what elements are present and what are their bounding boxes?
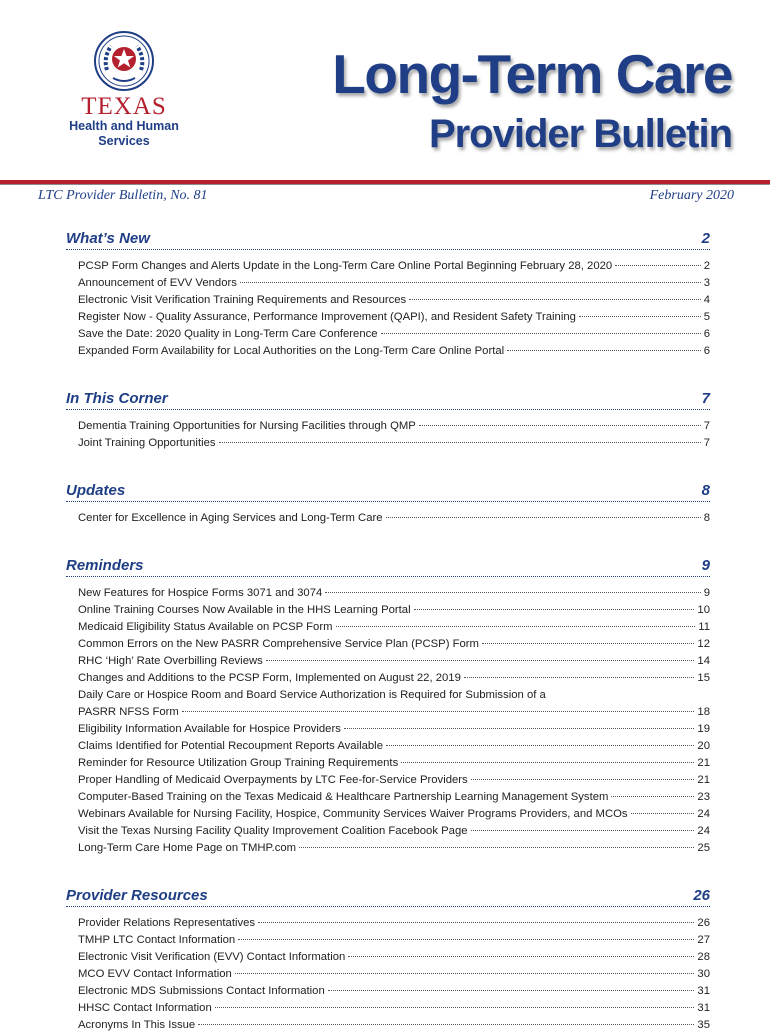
- toc-entry[interactable]: [78, 721, 710, 738]
- toc-entry[interactable]: [78, 418, 710, 435]
- toc-entry-title: Center for Excellence in Aging Services and Long-Term Care: [78, 512, 383, 524]
- toc-entry-title: MCO EVV Contact Information: [78, 968, 232, 980]
- toc-entry-list: [66, 418, 710, 452]
- toc-entry-page: 19: [697, 723, 710, 735]
- toc-entry-list: [66, 510, 710, 527]
- toc-entry-page: 7: [703, 420, 710, 432]
- toc-entry-text-line: Daily Care or Hospice Room and Board Service Authorization is Required for Submission of a: [78, 689, 546, 701]
- dot-leader: [615, 265, 701, 266]
- toc-entry[interactable]: [78, 435, 710, 452]
- section-heading[interactable]: [66, 553, 710, 577]
- toc-entry-page: 24: [697, 808, 710, 820]
- bulletin-title: Long-Term Care: [332, 43, 732, 105]
- toc-entry-title: Webinars Available for Nursing Facility, Hospice, Community Services Waiver Programs Providers, and MCOs: [78, 808, 628, 820]
- dot-leader: [215, 1007, 695, 1008]
- toc-entry[interactable]: [78, 983, 710, 1000]
- toc-entry-page: 4: [703, 294, 710, 306]
- toc-entry-title: Changes and Additions to the PCSP Form, Implemented on August 22, 2019: [78, 672, 461, 684]
- texas-hhs-logo: [54, 30, 194, 149]
- dot-leader: [182, 711, 695, 712]
- toc-entry-title: TMHP LTC Contact Information: [78, 934, 236, 946]
- dot-leader: [238, 939, 694, 940]
- toc-entry-page: 3: [703, 277, 710, 289]
- toc-entry-page: 20: [697, 740, 710, 752]
- toc-entry-title: Expanded Form Availability for Local Authorities on the Long-Term Care Online Portal: [78, 345, 505, 357]
- toc-entry[interactable]: [78, 292, 710, 309]
- dot-leader: [336, 626, 696, 627]
- toc-entry-list: [66, 915, 710, 1034]
- toc-entry-page: 35: [697, 1019, 710, 1031]
- dot-leader: [414, 609, 695, 610]
- toc-entry[interactable]: [78, 915, 710, 932]
- toc-entry-title: Joint Training Opportunities: [78, 437, 216, 449]
- section-heading[interactable]: [66, 226, 710, 250]
- bulletin-subtitle: Provider Bulletin: [428, 112, 732, 156]
- toc-entry-page: 21: [697, 774, 710, 786]
- toc-entry-title: Long-Term Care Home Page on TMHP.com: [78, 842, 297, 854]
- toc-entry-page: 7: [703, 437, 710, 449]
- toc-entry[interactable]: [78, 966, 710, 983]
- dot-leader: [579, 316, 701, 317]
- toc-entry-page: 21: [697, 757, 710, 769]
- toc-entry-title: Visit the Texas Nursing Facility Quality Improvement Coalition Facebook Page: [78, 825, 468, 837]
- toc-entry-title: Provider Relations Representatives: [78, 917, 256, 929]
- toc-entry-list: [66, 258, 710, 360]
- dot-leader: [464, 677, 695, 678]
- dot-leader: [419, 425, 701, 426]
- section-heading[interactable]: [66, 478, 710, 502]
- toc-entry-title: Electronic Visit Verification Training Requirements and Resources: [78, 294, 407, 306]
- dot-leader: [507, 350, 701, 351]
- toc-entry-title: Computer-Based Training on the Texas Medicaid & Healthcare Partnership Learning Management System: [78, 791, 609, 803]
- dot-leader: [328, 990, 695, 991]
- toc-entry-title: Electronic Visit Verification (EVV) Contact Information: [78, 951, 346, 963]
- toc-entry[interactable]: [78, 309, 710, 326]
- section-page-number: 26: [693, 887, 710, 904]
- toc-entry[interactable]: [78, 275, 710, 292]
- toc-entry-title: HHSC Contact Information: [78, 1002, 212, 1014]
- section-title: In This Corner: [66, 390, 168, 407]
- toc-entry-title: PASRR NFSS Form: [78, 706, 179, 718]
- toc-entry[interactable]: [78, 653, 710, 670]
- toc-entry[interactable]: [78, 343, 710, 360]
- toc-entry-title: Dementia Training Opportunities for Nursing Facilities through QMP: [78, 420, 416, 432]
- header-divider-shadow: [0, 184, 770, 185]
- section-heading[interactable]: [66, 883, 710, 907]
- toc-entry-page: 12: [697, 638, 710, 650]
- texas-seal-icon: [93, 30, 155, 92]
- toc-entry[interactable]: [78, 949, 710, 966]
- toc-entry-title: Reminder for Resource Utilization Group Training Requirements: [78, 757, 399, 769]
- toc-section: [66, 478, 710, 527]
- toc-entry[interactable]: [78, 602, 710, 619]
- dot-leader: [219, 442, 701, 443]
- toc-entry[interactable]: [78, 772, 710, 789]
- table-of-contents: [66, 226, 710, 1034]
- toc-entry-page: 18: [697, 706, 710, 718]
- toc-entry-page: 14: [697, 655, 710, 667]
- toc-entry[interactable]: [78, 840, 710, 857]
- dot-leader: [299, 847, 694, 848]
- toc-entry-page: 8: [703, 512, 710, 524]
- toc-entry[interactable]: [78, 510, 710, 527]
- toc-entry[interactable]: [78, 258, 710, 275]
- dot-leader: [344, 728, 695, 729]
- section-title: What’s New: [66, 230, 150, 247]
- toc-entry-title: Proper Handling of Medicaid Overpayments by LTC Fee-for-Service Providers: [78, 774, 468, 786]
- toc-entry[interactable]: [78, 670, 710, 687]
- toc-entry-page: 11: [698, 621, 710, 633]
- toc-entry[interactable]: [78, 1017, 710, 1034]
- toc-entry-title: Announcement of EVV Vendors: [78, 277, 237, 289]
- toc-entry-page: 23: [697, 791, 710, 803]
- dot-leader: [198, 1024, 694, 1025]
- toc-entry-page: 26: [697, 917, 710, 929]
- dot-leader: [386, 745, 694, 746]
- toc-entry[interactable]: [78, 619, 710, 636]
- toc-entry[interactable]: [78, 932, 710, 949]
- toc-entry-page: 30: [697, 968, 710, 980]
- toc-section: [66, 883, 710, 1034]
- section-page-number: 9: [701, 557, 710, 574]
- toc-section: [66, 226, 710, 360]
- toc-entry-title: Save the Date: 2020 Quality in Long-Term Care Conference: [78, 328, 378, 340]
- section-title: Provider Resources: [66, 887, 208, 904]
- toc-entry[interactable]: [78, 823, 710, 840]
- toc-entry-page: 5: [703, 311, 710, 323]
- dot-leader: [611, 796, 694, 797]
- section-title: Updates: [66, 482, 126, 499]
- toc-entry-page: 31: [697, 985, 710, 997]
- toc-section: [66, 553, 710, 857]
- dot-leader: [240, 282, 701, 283]
- section-heading[interactable]: [66, 386, 710, 410]
- toc-entry-title: Claims Identified for Potential Recoupment Reports Available: [78, 740, 383, 752]
- toc-entry-page: 15: [697, 672, 710, 684]
- bulletin-number: LTC Provider Bulletin, No. 81: [38, 188, 208, 203]
- dot-leader: [325, 592, 700, 593]
- logo-agency-line1: Health and Human: [69, 119, 179, 133]
- dot-leader: [386, 517, 701, 518]
- toc-entry-page: 9: [703, 587, 710, 599]
- section-page-number: 2: [701, 230, 710, 247]
- section-page-number: 7: [701, 390, 710, 407]
- toc-entry[interactable]: [78, 636, 710, 653]
- toc-entry[interactable]: [78, 1000, 710, 1017]
- logo-agency-line2: Services: [98, 134, 150, 148]
- logo-texas-word: TEXAS: [81, 93, 167, 120]
- section-page-number: 8: [701, 482, 710, 499]
- toc-entry-page: 31: [697, 1002, 710, 1014]
- toc-entry-title: Medicaid Eligibility Status Available on PCSP Form: [78, 621, 333, 633]
- toc-entry[interactable]: [78, 806, 710, 823]
- dot-leader: [631, 813, 695, 814]
- toc-entry-title: New Features for Hospice Forms 3071 and 3074: [78, 587, 323, 599]
- toc-entry-page: 24: [697, 825, 710, 837]
- dot-leader: [471, 830, 695, 831]
- toc-entry-title: RHC ‘High’ Rate Overbilling Reviews: [78, 655, 263, 667]
- toc-entry-title: Register Now - Quality Assurance, Performance Improvement (QAPI), and Resident Safety Training: [78, 311, 576, 323]
- toc-entry-title: Common Errors on the New PASRR Comprehensive Service Plan (PCSP) Form: [78, 638, 479, 650]
- toc-entry-title: PCSP Form Changes and Alerts Update in the Long-Term Care Online Portal Beginning February 28, 2020: [78, 260, 613, 272]
- toc-entry[interactable]: [78, 755, 710, 772]
- toc-entry-list: [66, 585, 710, 857]
- dot-leader: [381, 333, 701, 334]
- dot-leader: [471, 779, 695, 780]
- toc-entry-page: 2: [703, 260, 710, 272]
- dot-leader: [482, 643, 694, 644]
- toc-entry[interactable]: [78, 326, 710, 343]
- toc-entry-title: Acronyms In This Issue: [78, 1019, 196, 1031]
- toc-entry-page: 6: [703, 328, 710, 340]
- toc-entry[interactable]: [78, 738, 710, 755]
- dot-leader: [235, 973, 695, 974]
- dot-leader: [348, 956, 694, 957]
- bulletin-date: February 2020: [649, 188, 734, 203]
- dot-leader: [401, 762, 694, 763]
- toc-entry-title: Electronic MDS Submissions Contact Information: [78, 985, 325, 997]
- toc-entry-page: 10: [697, 604, 710, 616]
- dot-leader: [266, 660, 695, 661]
- dot-leader: [409, 299, 701, 300]
- toc-entry-page: 28: [697, 951, 710, 963]
- toc-entry[interactable]: [78, 704, 710, 721]
- dot-leader: [258, 922, 694, 923]
- toc-entry-page: 27: [697, 934, 710, 946]
- toc-entry-title: Online Training Courses Now Available in the HHS Learning Portal: [78, 604, 411, 616]
- toc-section: [66, 386, 710, 452]
- toc-entry[interactable]: [78, 585, 710, 602]
- toc-entry[interactable]: [78, 789, 710, 806]
- toc-entry-page: 6: [703, 345, 710, 357]
- section-title: Reminders: [66, 557, 144, 574]
- toc-entry-title: Eligibility Information Available for Hospice Providers: [78, 723, 341, 735]
- toc-entry-page: 25: [697, 842, 710, 854]
